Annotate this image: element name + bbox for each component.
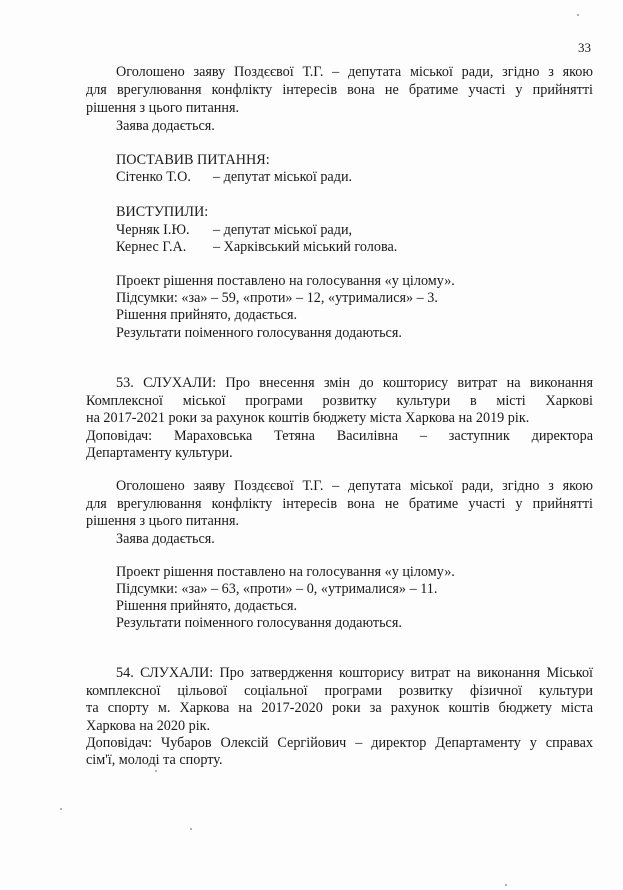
paragraph-line: 53. СЛУХАЛИ: Про внесення змін до кошторису витрат на виконання (116, 375, 593, 391)
paragraph-line: Заява додається. (116, 118, 215, 134)
scan-speck (505, 884, 507, 886)
spoke-name: Кернес Г.А. (116, 239, 187, 255)
spoke-heading: ВИСТУПИЛИ: (116, 204, 209, 220)
scan-speck (190, 828, 192, 830)
vote-results: Підсумки: «за» – 59, «проти» – 12, «утрималися» – 3. (116, 290, 438, 306)
raised-name: Сітенко Т.О. (116, 169, 191, 185)
speaker-line: Департаменту культури. (86, 445, 233, 461)
paragraph-line: на 2017-2021 роки за рахунок коштів бюджету міста Харкова на 2019 рік. (86, 410, 530, 426)
paragraph-line: для врегулювання конфлікту інтересів вона не братиме участі у прийнятті (86, 496, 593, 512)
vote-line: Проект рішення поставлено на голосування «у цілому». (116, 273, 455, 289)
paragraph-line: рішення з цього питання. (86, 513, 240, 529)
raised-role: – депутат міської ради. (213, 169, 353, 185)
scan-speck (60, 808, 62, 810)
paragraph-line: для врегулювання конфлікту інтересів вона не братиме участі у прийнятті (86, 82, 593, 98)
vote-results: Підсумки: «за» – 63, «проти» – 0, «утрималися» – 11. (116, 581, 438, 597)
vote-line: Рішення прийнято, додається. (116, 598, 298, 614)
page-number: 33 (578, 40, 591, 55)
paragraph-line: Комплексної міської програми розвитку культури в місті Харкові (86, 393, 593, 409)
scan-speck (577, 14, 579, 16)
vote-line: Проект рішення поставлено на голосування «у цілому». (116, 564, 455, 580)
speaker-line: Доповідач: Чубаров Олексій Сергійович – директор Департаменту у справах (86, 735, 593, 751)
paragraph-line: Оголошено заяву Поздєєвої Т.Г. – депутата міської ради, згідно з якою (116, 64, 593, 80)
speaker-line: сім'ї, молоді та спорту. (86, 752, 223, 768)
scan-speck (155, 770, 157, 772)
raised-heading: ПОСТАВИВ ПИТАННЯ: (116, 152, 270, 168)
paragraph-line: 54. СЛУХАЛИ: Про затвердження кошторису витрат на виконання Міської (116, 665, 593, 681)
vote-line: Результати поіменного голосування додаються. (116, 325, 402, 341)
speaker-line: Доповідач: Мараховська Тетяна Василівна – заступник директора (86, 428, 593, 444)
paragraph-line: Заява додається. (116, 531, 215, 547)
paragraph-line: Оголошено заяву Поздєєвої Т.Г. – депутата міської ради, згідно з якою (116, 478, 593, 494)
spoke-name: Черняк І.Ю. (116, 222, 190, 238)
paragraph-line: рішення з цього питання. (86, 100, 240, 116)
paragraph-line: та спорту м. Харкова на 2017-2020 роки за рахунок коштів бюджету міста (86, 700, 593, 716)
vote-line: Рішення прийнято, додається. (116, 307, 298, 323)
spoke-role: – депутат міської ради, (213, 222, 353, 238)
vote-line: Результати поіменного голосування додаються. (116, 615, 402, 631)
paragraph-line: комплексної цільової соціальної програми розвитку фізичної культури (86, 683, 593, 699)
spoke-role: – Харківський міський голова. (213, 239, 398, 255)
paragraph-line: Харкова на 2020 рік. (86, 718, 211, 734)
